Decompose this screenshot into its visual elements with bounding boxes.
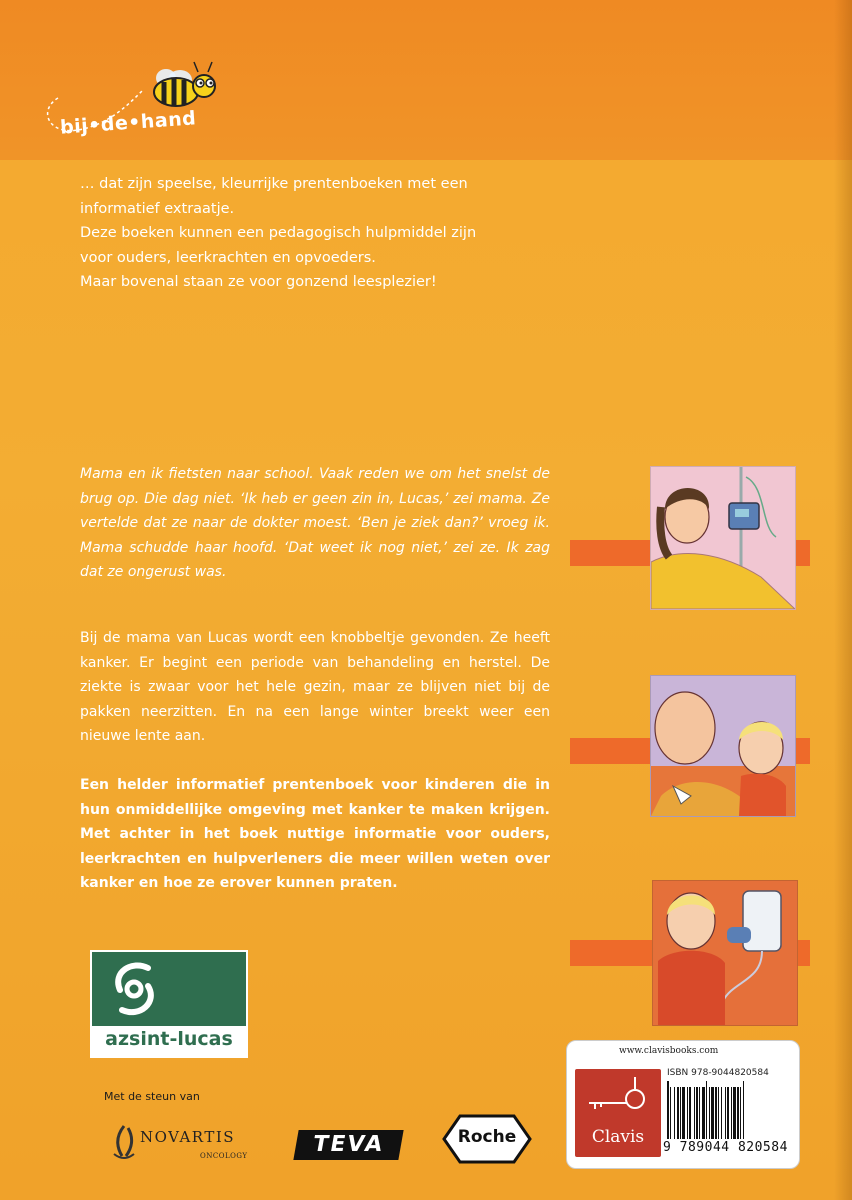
clavis-logo	[575, 1069, 661, 1157]
barcode-number: 9 789044 820584	[663, 1140, 788, 1155]
logo-text: bij•de•hand	[59, 107, 197, 139]
barcode-panel	[566, 1040, 800, 1169]
az-emblem	[92, 952, 246, 1026]
roche-logo	[442, 1114, 532, 1164]
bee-icon	[154, 62, 215, 106]
novartis-name: NOVARTIS	[140, 1128, 236, 1146]
az-name: azsint-lucas	[105, 1028, 233, 1050]
illustration-father-boy	[650, 675, 796, 817]
novartis-sub: ONCOLOGY	[200, 1152, 248, 1160]
summary-text: Bij de mama van Lucas wordt een knobbeltje gevonden. Ze heeft kanker. Er begint een periode van behandeling en herstel. De ziekte is zwaar voor het hele gezin, maar ze blijven niet bij de pakken neerzitten. En na een lange winter breekt weer een nieuwe lente aan.	[80, 630, 550, 744]
barcode-bar	[744, 1081, 745, 1139]
intro-line: voor ouders, leerkrachten en opvoeders.	[80, 249, 376, 266]
isbn: ISBN 978-9044820584	[667, 1068, 769, 1078]
spine-shadow	[834, 0, 852, 1200]
clavis-key-icon	[575, 1069, 661, 1119]
intro-line: informatief extraatje.	[80, 200, 235, 217]
excerpt-quote: Mama en ik fietsten naar school. Vaak reden we om het snelst de brug op. Die dag niet. ‘Ik heb er geen zin in, Lucas,’ zei mama. Ze vertelde dat ze naar de dokter moest. ‘Ben je ziek dan?’ vroeg ik. Mama schudde haar hoofd. ‘Dat weet ik nog niet,’ zei ze. Ik zag dat ze ongerust was.	[80, 466, 550, 580]
novartis-icon	[108, 1122, 140, 1162]
teva-logo: TEVA	[293, 1130, 403, 1160]
intro-line: … dat zijn speelse, kleurrijke prentenboeken met een	[80, 176, 468, 192]
description-bold: Een helder informatief prentenboek voor kinderen die in hun onmiddellijke omgeving met kanker te maken krijgen. Met achter in het boek nuttige informatie voor ouders, leerkrachten en hulpverleners die meer willen weten over kanker en hoe ze erover kunnen praten.	[80, 777, 550, 891]
intro-line: Deze boeken kunnen een pedagogisch hulpmiddel zijn	[80, 225, 477, 241]
intro-line: Maar bovenal staan ze voor gonzend leesplezier!	[80, 274, 437, 290]
support-label: Met de steun van	[104, 1090, 200, 1103]
roche-name: Roche	[457, 1127, 517, 1147]
intro-text	[80, 172, 540, 295]
clavis-name: Clavis	[591, 1127, 645, 1147]
illustration-boy-iv	[652, 880, 798, 1026]
illustration-mother-hospital	[650, 466, 796, 610]
novartis-logo	[104, 1118, 264, 1168]
barcode	[667, 1081, 793, 1139]
publisher-url: www.clavisbooks.com	[619, 1046, 719, 1056]
az-sint-lucas-logo	[90, 950, 248, 1058]
